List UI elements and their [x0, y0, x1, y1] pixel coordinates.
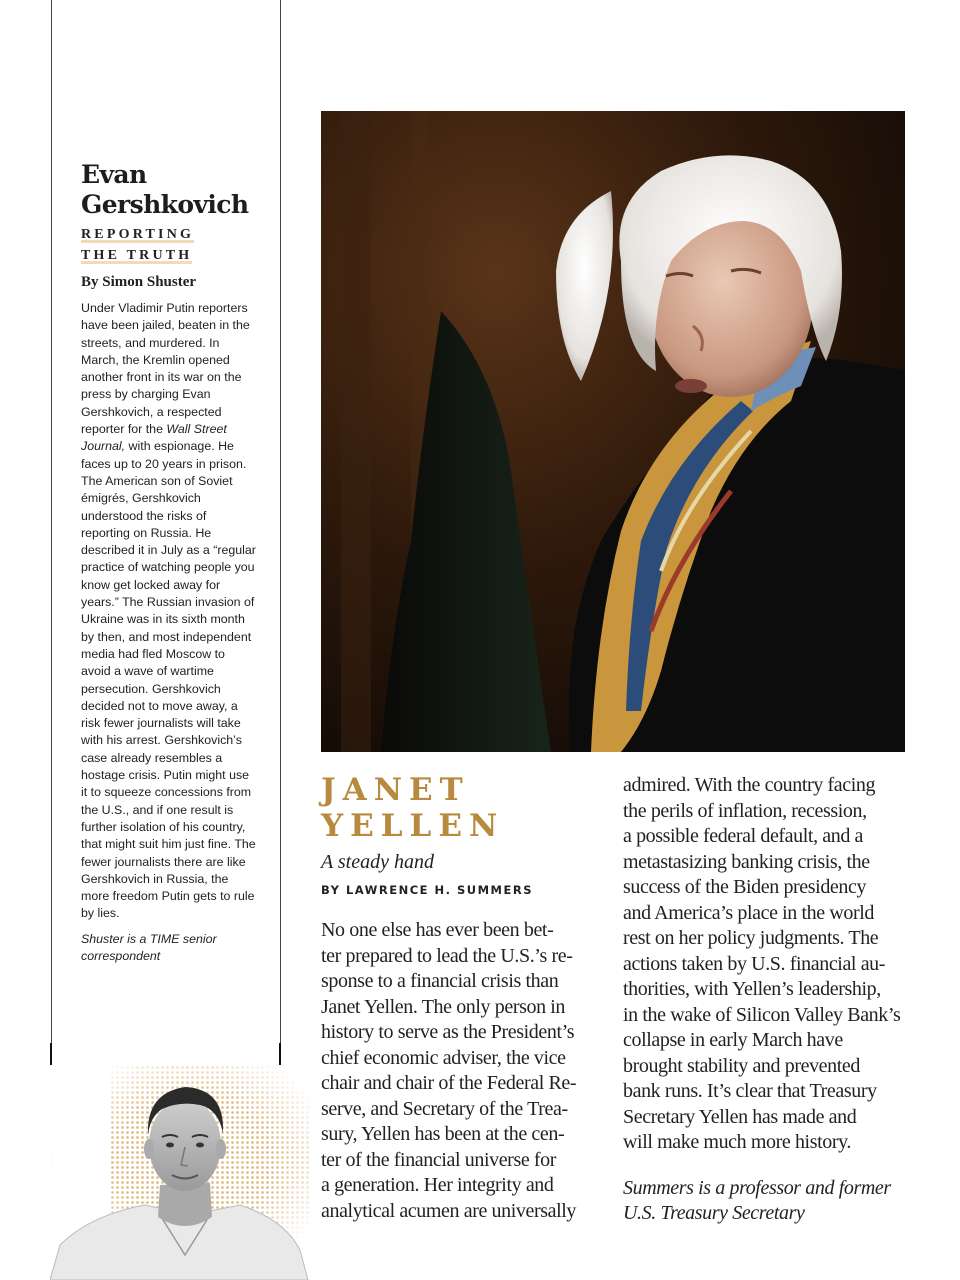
- sidebar-name-line2: Gershkovich: [81, 190, 249, 219]
- col2-line: collapse in early March have: [623, 1029, 843, 1051]
- credit-line2: U.S. Treasury Secretary: [623, 1202, 805, 1224]
- sidebar-right-tick: [279, 1043, 281, 1067]
- col2-line: metastasizing banking crisis, the: [623, 850, 870, 873]
- sidebar-name: [81, 160, 256, 220]
- sidebar-kicker: [81, 224, 256, 266]
- col1-line: chair and chair of the Federal Re-: [321, 1072, 577, 1094]
- sidebar-right-rule: [280, 0, 281, 1068]
- sidebar-credit: Shuster is a TIME senior correspondent: [81, 931, 217, 963]
- col1-line: Janet Yellen. The only person in: [321, 995, 566, 1018]
- headline-line2: YELLEN: [321, 808, 505, 844]
- col2-line: and America’s place in the world: [623, 901, 874, 924]
- col2-line: bank runs. It’s clear that Treasury: [623, 1080, 877, 1102]
- col1-line: analytical acumen are universally: [321, 1199, 577, 1222]
- col1-line: sury, Yellen has been at the cen-: [321, 1123, 565, 1145]
- sidebar-kicker-line1: REPORTING: [81, 227, 195, 242]
- sidebar-body: [81, 300, 256, 923]
- col2-line: the perils of inflation, recession,: [623, 799, 867, 822]
- col1-line: history to serve as the President’s: [321, 1021, 575, 1043]
- col1-line: ter of the financial universe for: [321, 1148, 557, 1171]
- col1-line: ter prepared to lead the U.S.’s re-: [321, 944, 573, 967]
- col2-line: Secretary Yellen has made and: [623, 1105, 857, 1128]
- article-column-1: [321, 918, 596, 1224]
- article-dek: A steady hand: [321, 851, 434, 873]
- credit-line1: Summers is a professor and former: [623, 1176, 891, 1199]
- sidebar-byline: By Simon Shuster: [81, 274, 197, 290]
- yellen-photo-svg: [321, 111, 905, 752]
- article-byline: BY LAWRENCE H. SUMMERS: [321, 883, 533, 897]
- col1-line: No one else has ever been bet-: [321, 919, 554, 941]
- sidebar-kicker-line2: THE TRUTH: [81, 248, 193, 263]
- col2-line: will make much more history.: [623, 1131, 852, 1153]
- sidebar-body-part2: with espionage. He faces up to 20 years in prison. The American son of Soviet émigrés, Gershkovich understood the risks of reporting on Russia. He described it in July as a “regular practice of watching people you know get locked away for years.” The Russian invasion of Ukraine was in its sixth month by then, and most independent media had fled Moscow to avoid a wave of wartime persecution. Gershkovich decided not to move away, a risk fewer journalists will take with his arrest. Gershkovich’s case already resembles a hostage crisis. Putin might use it to squeeze concessions from the U.S., and if one result is further isolation of his country, that might suit him just fine. The fewer journalists there are like Gershkovich in Russia, the more freedom Putin gets to rule by lies.: [81, 439, 256, 921]
- col1-line: chief economic adviser, the vice: [321, 1046, 566, 1069]
- gershkovich-portrait-svg: [50, 1065, 310, 1280]
- sidebar-left-tick: [50, 1043, 52, 1067]
- article-column-2: [623, 773, 913, 1227]
- col1-line: a generation. Her integrity and: [321, 1174, 554, 1196]
- sidebar-body-italic: Wall Street Journal,: [81, 422, 227, 454]
- yellen-photo: [321, 111, 905, 752]
- col2-line: admired. With the country facing: [623, 774, 876, 796]
- col1-line: sponse to a financial crisis than: [321, 970, 559, 992]
- gershkovich-portrait: [50, 1065, 310, 1280]
- headline-line1: JANET: [321, 772, 470, 808]
- col2-line: thorities, with Yellen’s leadership,: [623, 978, 881, 1000]
- sidebar-name-line1: Evan: [81, 160, 147, 189]
- article-headline: [321, 772, 504, 844]
- col2-line: success of the Biden presidency: [623, 876, 867, 898]
- col2-line: a possible federal default, and a: [623, 825, 864, 847]
- col2-line: rest on her policy judgments. The: [623, 927, 879, 949]
- article-author-credit: [623, 1176, 913, 1227]
- sidebar: [81, 160, 256, 965]
- col2-line: brought stability and prevented: [623, 1054, 860, 1077]
- col2-line: in the wake of Silicon Valley Bank’s: [623, 1003, 901, 1026]
- col2-line: actions taken by U.S. financial au-: [623, 952, 886, 975]
- col1-line: serve, and Secretary of the Trea-: [321, 1097, 568, 1120]
- sidebar-body-part1: Under Vladimir Putin reporters have been jailed, beaten in the streets, and murdered. In March, the Kremlin opened another front in its war on the press by charging Evan Gershkovich, a respected reporter for the: [81, 301, 250, 437]
